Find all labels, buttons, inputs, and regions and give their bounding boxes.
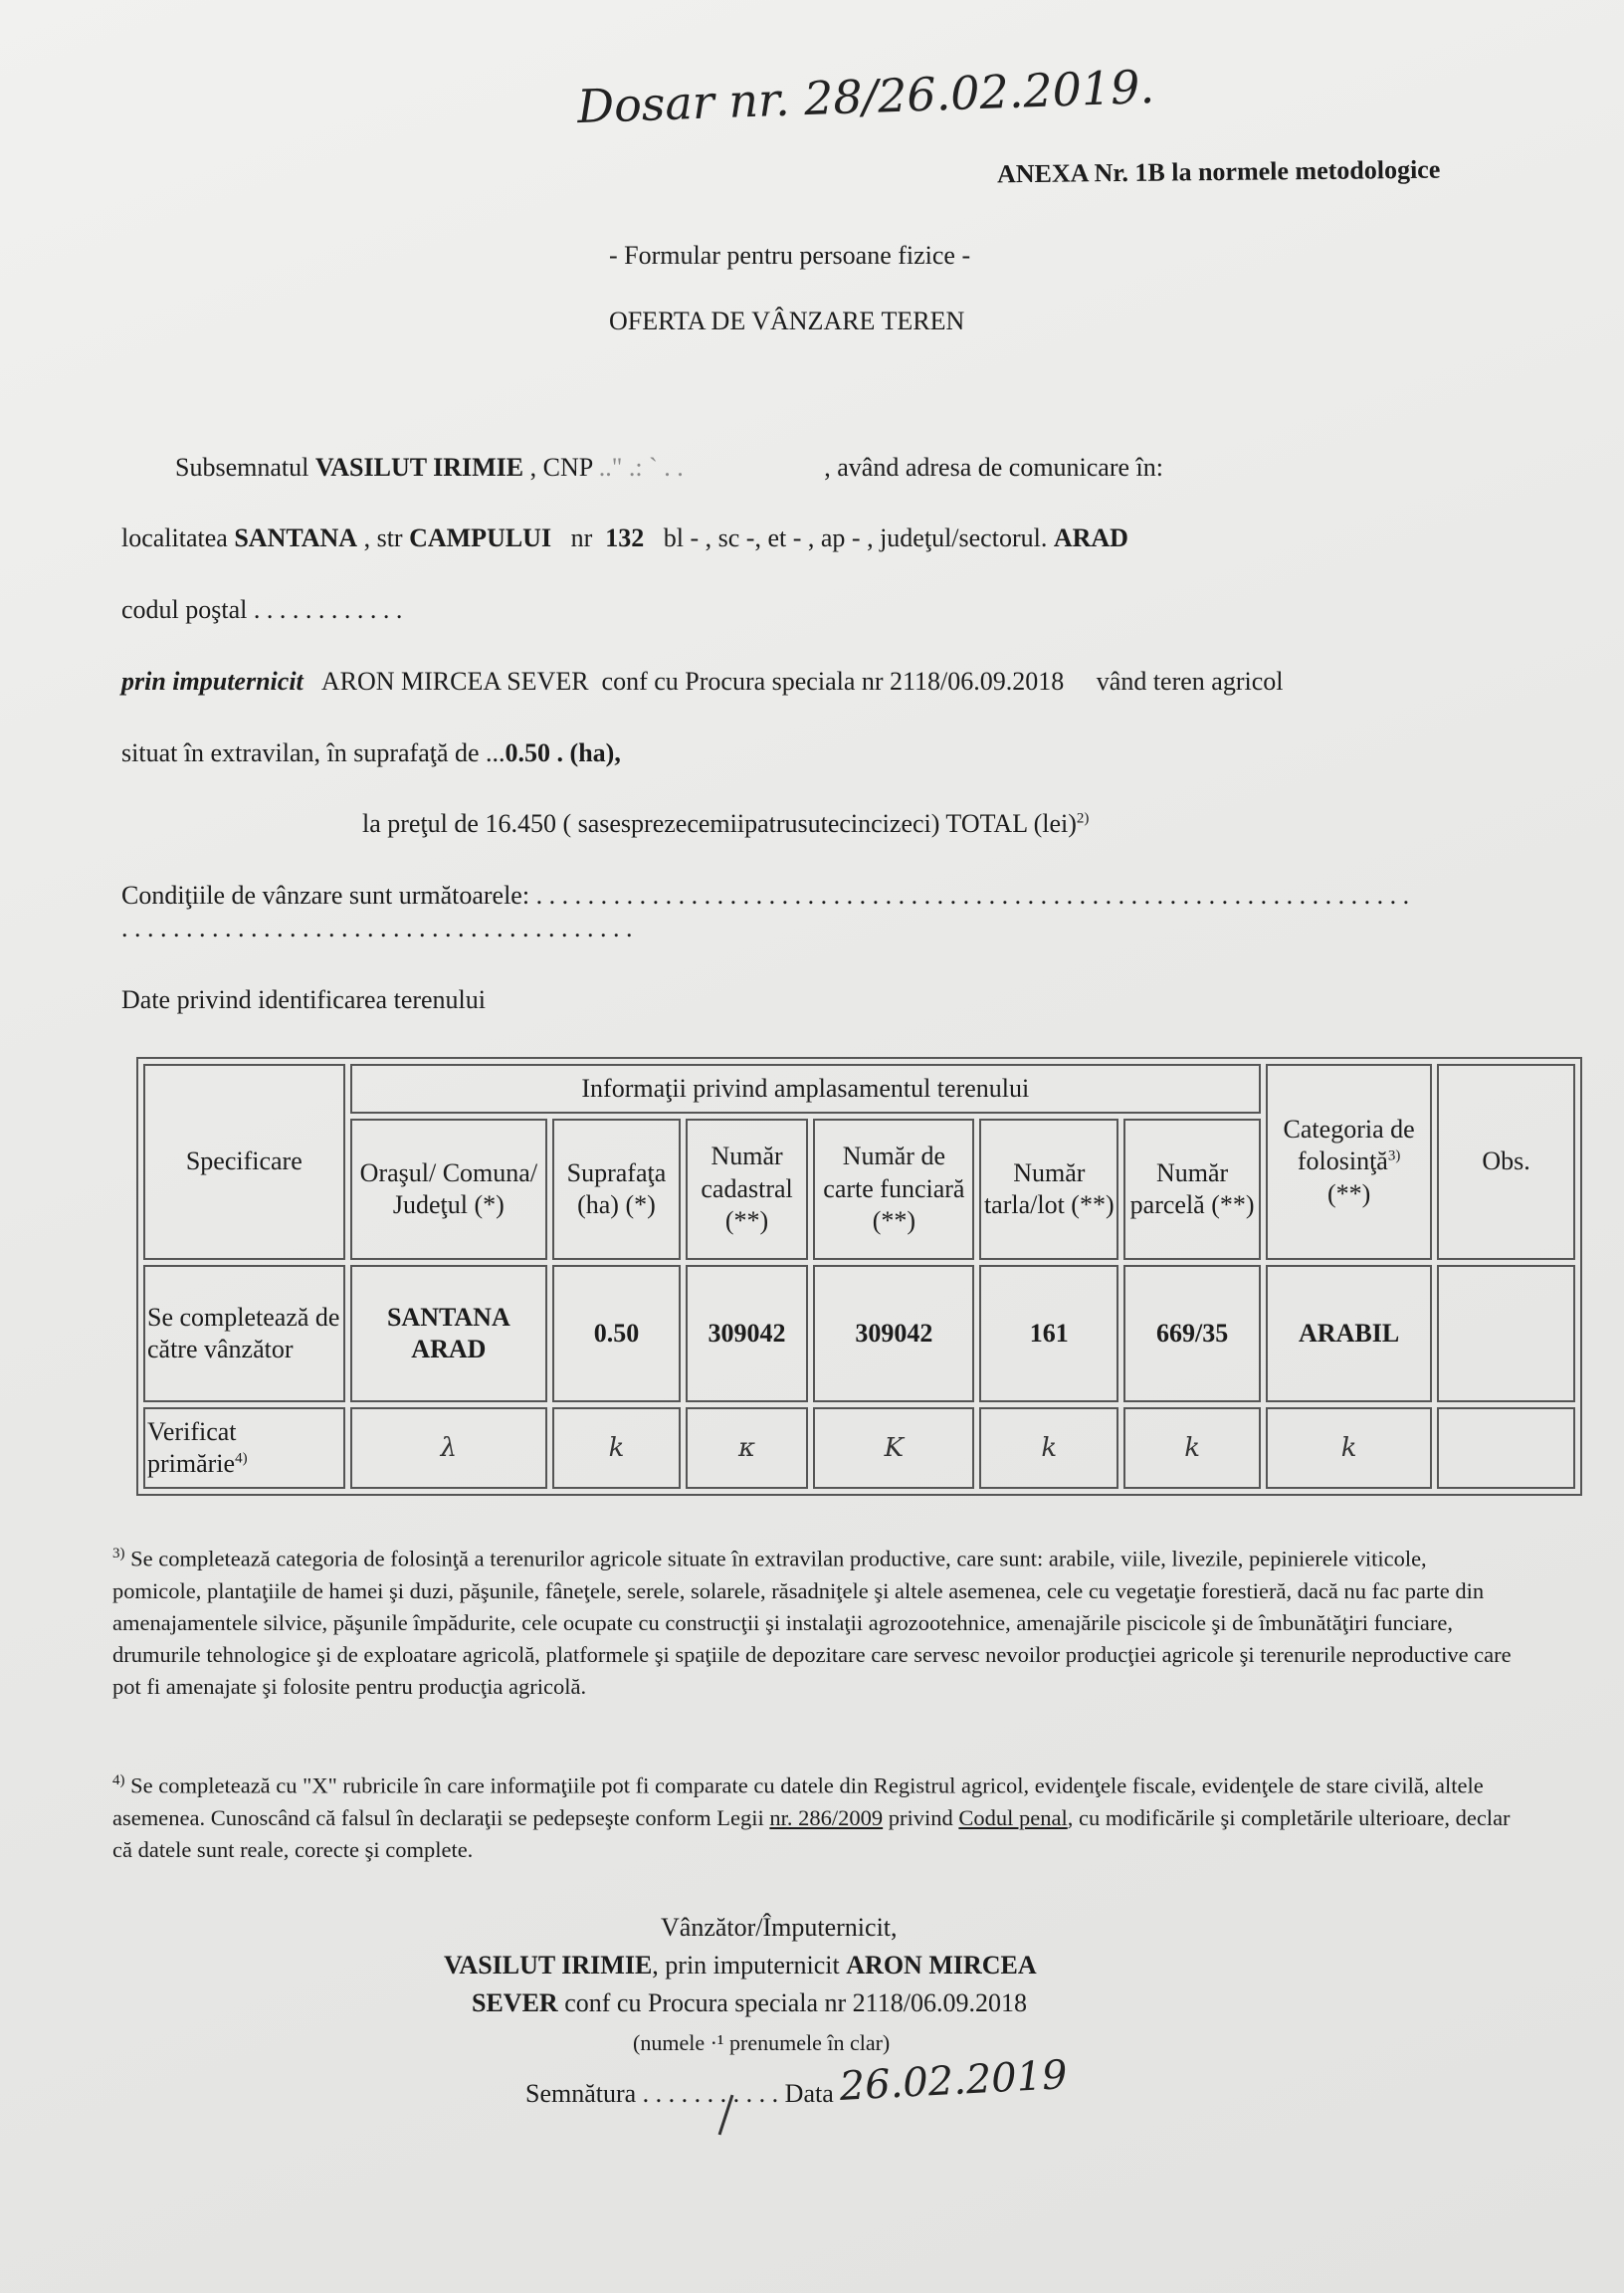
area-line: [121, 738, 621, 768]
col-parcel-number: Număr parcelă (**): [1123, 1119, 1261, 1260]
address-rest: bl - , sc -, et - , ap - , judeţul/sectorul.: [663, 523, 1048, 552]
agent-power-of-attorney: conf cu Procura speciala nr 2118/06.09.2018: [601, 667, 1065, 696]
law-reference-link: nr. 286/2009: [769, 1804, 884, 1830]
number-value: 132: [605, 523, 645, 552]
agent-label: prin imputernicit: [121, 667, 304, 696]
seller-name: VASILUT IRIMIE: [314, 453, 524, 482]
annex-title: ANEXA Nr. 1B la normele metodologice: [996, 154, 1441, 189]
check-mark-land-book: K: [813, 1407, 974, 1489]
price-footnote-ref: 2): [1076, 810, 1090, 827]
col-usage-category: Categoria de folosinţă$^{3)}$ (**): [1266, 1064, 1432, 1260]
signature-role: Vânzător/Împuternicit,: [661, 1913, 898, 1942]
table-row-seller: [143, 1265, 1575, 1402]
cell-tarla: 161: [979, 1265, 1118, 1402]
form-title: OFERTA DE VÂNZARE TEREN: [609, 307, 965, 335]
col-tarla-lot: Număr tarla/lot (**): [979, 1119, 1118, 1260]
land-identification-table: [136, 1057, 1582, 1496]
conditions-line-1: Condiţiile de vânzare sunt următoarele: . . . . . . . . . . . . . . . . . . . . . . . . . . . . . . . . . . . . . . . . . . . . . . . . . . . . . . . . . . . . . . . . . . . .: [121, 881, 1410, 910]
cell-land-book: 309042: [813, 1265, 974, 1402]
footnote-3: $^{3)}$ Se completează categoria de folosinţă a terenurilor agricole situate în extravilan productive, care sunt: arabile, viile, livezile, pepinierele viticole, pomicole, plantaţiile de hamei şi duzi, păşunile, fâneţele, serele, solarele, răsadniţele şi altele asemenea, cele cu vegetaţie forestieră, dacă nu fac parte din amenajamentele silvice, păşunile împădurite, cele ocupate cu construcţii şi instalaţii agrozootehnice, amenajările piscicole şi de îmbunătăţiri funciare, drumurile tehnologice şi de exploatare agricolă, platformele şi spaţiile de depozitare care servesc nevoilor producţiei agricole şi terenurile neproductive care pot fi amenajate şi folosite pentru producţia agricolă.: [112, 1546, 1512, 1699]
street-label: , str: [363, 523, 403, 552]
cell-area: 0.50: [552, 1265, 681, 1402]
col-specification: Specificare: [143, 1064, 345, 1260]
handwritten-file-number: Dosar nr. 28/26.02.2019.: [576, 59, 1155, 134]
penal-code-reference: Codul penal: [958, 1804, 1068, 1830]
check-mark-category: k: [1266, 1407, 1432, 1489]
location-info-header: Informaţii privind amplasamentul terenului: [350, 1064, 1261, 1114]
identification-title: Date privind identificarea terenului: [121, 985, 487, 1014]
check-mark-tarla: k: [979, 1407, 1118, 1489]
cell-category: ARABIL: [1266, 1265, 1432, 1402]
seller-prefix: Subsemnatul: [175, 453, 309, 482]
sell-text: vând teren agricol: [1096, 667, 1284, 696]
price-line: [362, 809, 1089, 839]
col-city: Oraşul/ Comuna/ Judeţul (*): [350, 1119, 548, 1260]
address-intro: , având adresa de comunicare în:: [824, 453, 1163, 482]
table-row-verified: [143, 1407, 1575, 1489]
row-verified-label: Verificat primărie$^{4)}$: [143, 1407, 345, 1489]
conditions-line-2: . . . . . . . . . . . . . . . . . . . . . . . . . . . . . . . . . . . . . . . .: [121, 914, 633, 942]
county-value: ARAD: [1053, 523, 1128, 552]
address-line: [121, 523, 1128, 553]
check-mark-cadastral: κ: [686, 1407, 809, 1489]
agent-name: ARON MIRCEA SEVER: [320, 667, 589, 696]
agent-line: [121, 667, 1283, 697]
col-area: Suprafaţa (ha) (*): [552, 1119, 681, 1260]
check-mark-parcel: k: [1123, 1407, 1261, 1489]
row-seller-label: Se completează de către vânzător: [143, 1265, 345, 1402]
locality-value: SANTANA: [234, 523, 358, 552]
number-label: nr: [570, 523, 593, 552]
signature-name-line-1: VASILUT IRIMIE, prin imputernicit ARON MIRCEA: [444, 1951, 1037, 1980]
cell-obs-verified: [1437, 1407, 1575, 1489]
col-observations: Obs.: [1437, 1064, 1575, 1260]
cnp-label: , CNP: [529, 453, 593, 482]
signature-name-line-2: SEVER conf cu Procura speciala nr 2118/06.09.2018: [472, 1988, 1027, 2017]
postal-code-line: codul poştal . . . . . . . . . . . .: [121, 595, 403, 624]
cell-city: SANTANA ARAD: [350, 1265, 548, 1402]
check-mark-area: k: [552, 1407, 681, 1489]
street-value: CAMPULUI: [409, 523, 552, 552]
cell-parcel: 669/35: [1123, 1265, 1261, 1402]
area-label: situat în extravilan, în suprafaţă de ...: [121, 738, 506, 767]
locality-label: localitatea: [121, 523, 228, 552]
col-cadastral-number: Număr cadastral (**): [686, 1119, 809, 1260]
area-value: 0.50 . (ha),: [505, 738, 621, 767]
handwritten-date: 26.02.2019: [838, 2052, 1069, 2110]
price-text: la preţul de 16.450 ( sasesprezecemiipatrusutecincizeci) TOTAL (lei): [362, 809, 1077, 838]
seller-line: [175, 453, 1163, 483]
col-land-book-number: Număr de carte funciară (**): [813, 1119, 974, 1260]
signature-name-hint: (numele ·¹ prenumele în clar): [633, 2030, 891, 2055]
cell-cadastral: 309042: [686, 1265, 809, 1402]
signature-label: Semnătura . . . . . . . . . . . Data: [525, 2079, 834, 2108]
form-subtitle: - Formular pentru persoane fizice -: [609, 241, 971, 270]
cell-obs: [1437, 1265, 1575, 1402]
check-mark-city: λ: [350, 1407, 548, 1489]
cnp-value: .." .: ` . .: [598, 453, 684, 482]
footnote-4: $^{4)}$ Se completează cu "X" rubricile în care informaţiile pot fi comparate cu datele din Registrul agricol, evidenţele fiscale, evidenţele de stare civilă, altele asemenea. Cunoscând că falsul în declaraţii se pedepseşte conform Legii nr. 286/2009 privind Codul penal, cu modificările şi completările ulterioare, declar că datele sunt reale, corecte şi complete.: [112, 1772, 1511, 1862]
signature-date-line: [525, 2052, 1069, 2112]
